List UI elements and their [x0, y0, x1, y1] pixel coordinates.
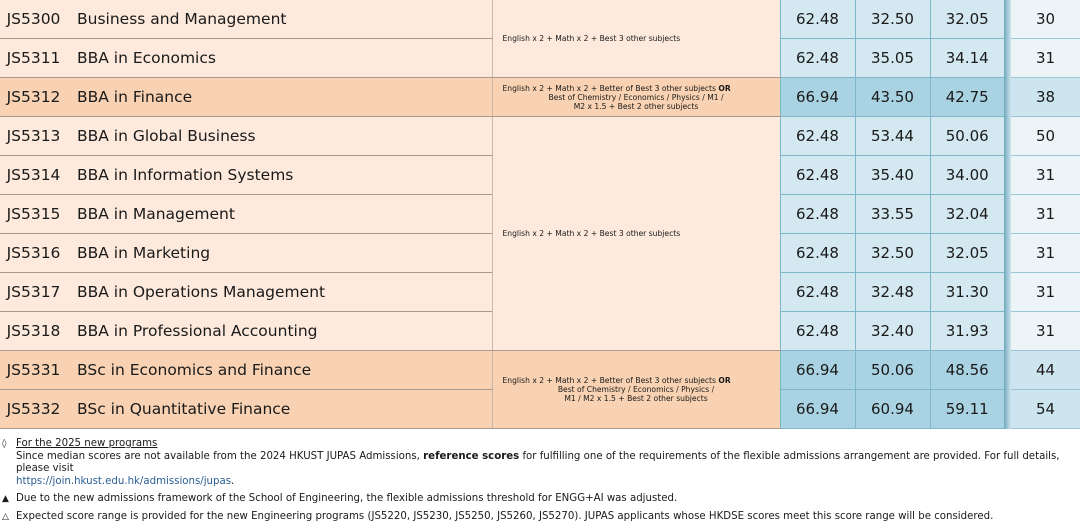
program-code: JS5316	[0, 234, 67, 273]
program-name: BBA in Operations Management	[67, 273, 492, 312]
column-divider	[1004, 312, 1011, 351]
score-cell: 31	[1011, 39, 1080, 78]
score-cell: 60.94	[855, 390, 930, 429]
score-cell: 62.48	[780, 273, 855, 312]
column-divider	[1004, 234, 1011, 273]
column-divider	[1004, 390, 1011, 429]
column-divider	[1004, 195, 1011, 234]
program-name: BBA in Global Business	[67, 117, 492, 156]
score-cell: 62.48	[780, 195, 855, 234]
score-cell: 31	[1011, 312, 1080, 351]
program-code: JS5332	[0, 390, 67, 429]
column-divider	[1004, 78, 1011, 117]
program-code: JS5314	[0, 156, 67, 195]
score-cell: 31.30	[930, 273, 1004, 312]
score-cell: 31	[1011, 273, 1080, 312]
footnotes	[0, 438, 1080, 523]
column-divider	[1004, 351, 1011, 390]
score-cell: 31	[1011, 195, 1080, 234]
subject-requirement: English x 2 + Math x 2 + Best 3 other subjects	[492, 0, 780, 78]
score-cell: 31	[1011, 156, 1080, 195]
column-divider	[1004, 273, 1011, 312]
score-cell: 32.40	[855, 312, 930, 351]
score-cell: 33.55	[855, 195, 930, 234]
outline-triangle-icon: △	[2, 511, 9, 522]
program-code: JS5300	[0, 0, 67, 39]
score-cell: 62.48	[780, 117, 855, 156]
table-row	[0, 117, 1080, 156]
score-cell: 54	[1011, 390, 1080, 429]
score-cell: 50.06	[930, 117, 1004, 156]
score-cell: 53.44	[855, 117, 930, 156]
score-cell: 44	[1011, 351, 1080, 390]
score-cell: 50	[1011, 117, 1080, 156]
score-cell: 32.05	[930, 234, 1004, 273]
column-divider	[1004, 156, 1011, 195]
score-cell: 32.50	[855, 234, 930, 273]
score-cell: 34.14	[930, 39, 1004, 78]
program-code: JS5311	[0, 39, 67, 78]
score-cell: 48.56	[930, 351, 1004, 390]
score-cell: 66.94	[780, 78, 855, 117]
score-cell: 31	[1011, 234, 1080, 273]
program-name: BBA in Management	[67, 195, 492, 234]
score-cell: 38	[1011, 78, 1080, 117]
program-code: JS5315	[0, 195, 67, 234]
program-name: BBA in Economics	[67, 39, 492, 78]
footnote-expected-range: △ Expected score range is provided for the new Engineering programs (JS5220, JS5230, JS5250, JS5260, JS5270). JUPAS applicants whose HKDSE scores meet this score range will be considered.	[2, 510, 994, 522]
score-cell: 32.48	[855, 273, 930, 312]
subject-requirement: English x 2 + Math x 2 + Better of Best 3 other subjects OR Best of Chemistry / Economics / Physics / M1 / M2 x 1.5 + Best 2 other subjects	[492, 351, 780, 429]
score-cell: 62.48	[780, 234, 855, 273]
score-cell: 59.11	[930, 390, 1004, 429]
score-cell: 66.94	[780, 351, 855, 390]
program-name: BBA in Professional Accounting	[67, 312, 492, 351]
program-name: BBA in Finance	[67, 78, 492, 117]
column-divider	[1004, 39, 1011, 78]
score-cell: 35.40	[855, 156, 930, 195]
score-cell: 32.04	[930, 195, 1004, 234]
footnote-engg-ai: ▲ Due to the new admissions framework of the School of Engineering, the flexible admissions threshold for ENGG+AI was adjusted.	[2, 493, 678, 504]
score-cell: 35.05	[855, 39, 930, 78]
footnote-new-programs: ◊ For the 2025 new programs Since median scores are not available from the 2024 HKUST JUPAS Admissions, reference scores for fulfilling one of the requirements of the flexible admissions arrangement are provided. For full details, please visit https://join.hkust.edu.hk/admissions/jupas.	[0, 438, 1080, 488]
program-name: Business and Management	[67, 0, 492, 39]
score-cell: 34.00	[930, 156, 1004, 195]
score-cell: 62.48	[780, 312, 855, 351]
score-cell: 62.48	[780, 156, 855, 195]
program-name: BSc in Economics and Finance	[67, 351, 492, 390]
program-code: JS5331	[0, 351, 67, 390]
table-row	[0, 0, 1080, 39]
score-cell: 66.94	[780, 390, 855, 429]
program-name: BBA in Marketing	[67, 234, 492, 273]
program-code: JS5318	[0, 312, 67, 351]
score-cell: 62.48	[780, 39, 855, 78]
score-cell: 30	[1011, 0, 1080, 39]
subject-requirement: English x 2 + Math x 2 + Better of Best 3 other subjects OR Best of Chemistry / Economics / Physics / M1 / M2 x 1.5 + Best 2 other subjects	[492, 78, 780, 117]
program-name: BSc in Quantitative Finance	[67, 390, 492, 429]
score-cell: 32.50	[855, 0, 930, 39]
filled-triangle-icon: ▲	[2, 494, 9, 504]
score-cell: 31.93	[930, 312, 1004, 351]
subject-requirement: English x 2 + Math x 2 + Best 3 other subjects	[492, 117, 780, 351]
program-code: JS5317	[0, 273, 67, 312]
score-cell: 50.06	[855, 351, 930, 390]
footnote-title: For the 2025 new programs	[16, 438, 158, 449]
column-divider	[1004, 0, 1011, 39]
score-cell: 62.48	[780, 0, 855, 39]
diamond-icon: ◊	[2, 439, 7, 449]
column-divider	[1004, 117, 1011, 156]
table-row	[0, 351, 1080, 390]
program-code: JS5313	[0, 117, 67, 156]
score-cell: 32.05	[930, 0, 1004, 39]
program-code: JS5312	[0, 78, 67, 117]
score-cell: 42.75	[930, 78, 1004, 117]
table-row	[0, 78, 1080, 117]
program-name: BBA in Information Systems	[67, 156, 492, 195]
score-cell: 43.50	[855, 78, 930, 117]
jupas-link[interactable]: https://join.hkust.edu.hk/admissions/jupas	[16, 475, 232, 487]
